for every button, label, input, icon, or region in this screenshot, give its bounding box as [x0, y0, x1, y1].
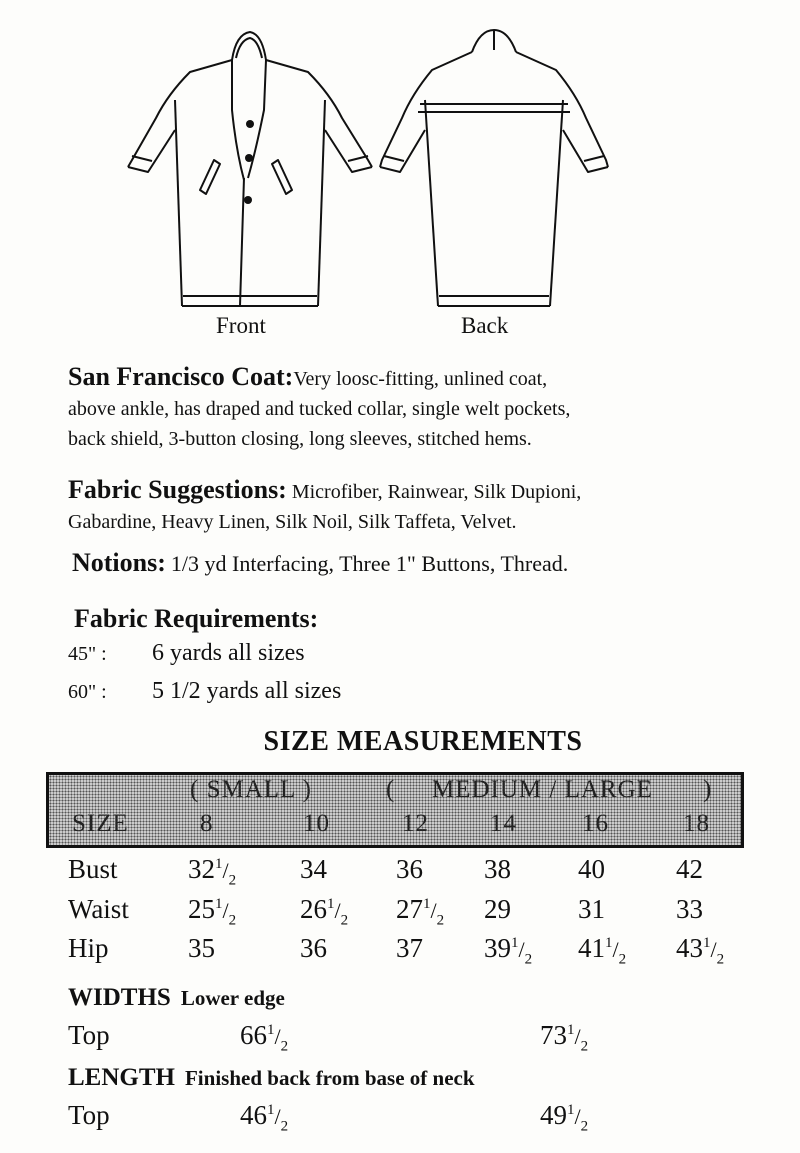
front-label: Front [216, 313, 266, 338]
length-heading-row [68, 1064, 475, 1092]
fraction-denominator: 2 [436, 912, 445, 929]
group-medium-large-label: MEDIUM / LARGE [432, 776, 653, 803]
fraction-slash: / [222, 898, 229, 923]
fraction-numerator: 1 [605, 935, 613, 951]
fraction-denominator: 2 [716, 951, 725, 968]
measurement-value [396, 933, 423, 964]
fraction-numerator: 1 [267, 1022, 275, 1038]
fraction-slash: / [222, 858, 229, 883]
measurement-label: Waist [68, 894, 129, 924]
measurement-value [578, 933, 626, 968]
size-number: 14 [490, 810, 517, 837]
fraction-numerator: 1 [567, 1102, 575, 1118]
value-whole: 36 [300, 933, 327, 963]
fraction-slash: / [710, 937, 717, 962]
value-whole: 33 [676, 894, 703, 924]
fraction-slash: / [334, 898, 341, 923]
group-medium-close: ) [703, 776, 713, 803]
size-number: 10 [303, 810, 330, 837]
size-number: 18 [683, 810, 710, 837]
size-number: 8 [200, 810, 214, 837]
fabric-suggestions [68, 475, 768, 537]
fabric-requirement-row [68, 640, 305, 667]
fraction-numerator: 1 [703, 935, 711, 951]
measurement-value [300, 933, 327, 964]
notions [72, 548, 772, 580]
fraction-numerator: 1 [215, 856, 223, 872]
value-whole: 40 [578, 854, 605, 884]
fraction-numerator: 1 [423, 896, 431, 912]
value-whole: 49 [540, 1100, 567, 1130]
description-line-1: Very loosc-fitting, unlined coat, [293, 368, 548, 390]
size-label: SIZE [72, 810, 129, 837]
measurement-value [676, 894, 703, 925]
fraction-denominator: 2 [280, 1118, 289, 1135]
measurement-label: Bust [68, 854, 118, 884]
value-whole: 39 [484, 933, 511, 963]
fabric-suggestions-line-2: Gabardine, Heavy Linen, Silk Noil, Silk Taffeta, Velvet. [68, 511, 517, 533]
fabric-width: 45" : [68, 643, 107, 665]
value-whole: 41 [578, 933, 605, 963]
fabric-width: 60" : [68, 681, 107, 703]
measurement-value [188, 854, 236, 889]
value-whole: 37 [396, 933, 423, 963]
value-whole: 25 [188, 894, 215, 924]
notions-heading: Notions: [72, 548, 166, 577]
coat-description [68, 362, 768, 454]
value-whole: 34 [300, 854, 327, 884]
widths-heading-row [68, 984, 285, 1012]
fraction-denominator: 2 [524, 951, 533, 968]
fraction-slash: / [518, 937, 525, 962]
group-small-label: ( SMALL ) [190, 776, 312, 803]
fraction-slash: / [274, 1104, 281, 1129]
value-whole: 32 [188, 854, 215, 884]
group-medium-open: ( [386, 776, 396, 803]
coat-illustrations [0, 0, 800, 350]
measurement-value [188, 894, 236, 929]
measurement-value [578, 894, 605, 925]
fraction-denominator: 2 [580, 1038, 589, 1055]
measurement-value [188, 933, 215, 964]
measurement-value [396, 854, 423, 885]
length-value [240, 1100, 288, 1135]
fraction-denominator: 2 [228, 912, 237, 929]
measurement-value [300, 894, 348, 929]
fraction-numerator: 1 [215, 896, 223, 912]
measurement-label: Hip [68, 933, 109, 963]
fraction-denominator: 2 [340, 912, 349, 929]
fraction-slash: / [612, 937, 619, 962]
measurement-value [676, 933, 724, 968]
value-whole: 38 [484, 854, 511, 884]
fabric-requirements-heading: Fabric Requirements: [74, 604, 319, 633]
widths-heading: WIDTHS [68, 984, 171, 1011]
fraction-numerator: 1 [567, 1022, 575, 1038]
measurement-value [484, 933, 532, 968]
fabric-amount: 5 1/2 yards all sizes [152, 678, 342, 704]
value-whole: 66 [240, 1020, 267, 1050]
fraction-numerator: 1 [327, 896, 335, 912]
widths-sub: Lower edge [180, 986, 285, 1010]
size-number: 12 [402, 810, 429, 837]
fraction-denominator: 2 [580, 1118, 589, 1135]
fraction-slash: / [274, 1024, 281, 1049]
length-value [540, 1100, 588, 1135]
description-line-2: above ankle, has draped and tucked collar, single welt pockets, [68, 398, 571, 420]
measurement-value [300, 854, 327, 885]
width-value [240, 1020, 288, 1055]
value-whole: 26 [300, 894, 327, 924]
value-whole: 46 [240, 1100, 267, 1130]
fabric-suggestions-heading: Fabric Suggestions: [68, 475, 287, 504]
value-whole: 29 [484, 894, 511, 924]
front-view-drawing [128, 32, 372, 306]
fabric-amount: 6 yards all sizes [152, 640, 305, 666]
fabric-suggestions-line-1: Microfiber, Rainwear, Silk Dupioni, [291, 481, 582, 503]
fabric-requirement-row [68, 678, 341, 705]
value-whole: 43 [676, 933, 703, 963]
fraction-denominator: 2 [228, 872, 237, 889]
value-whole: 31 [578, 894, 605, 924]
fraction-slash: / [430, 898, 437, 923]
fraction-numerator: 1 [511, 935, 519, 951]
width-value [540, 1020, 588, 1055]
back-label: Back [461, 313, 509, 338]
value-whole: 36 [396, 854, 423, 884]
measurement-value [578, 854, 605, 885]
back-view-drawing [380, 30, 608, 306]
fraction-numerator: 1 [267, 1102, 275, 1118]
fraction-denominator: 2 [618, 951, 627, 968]
length-sub: Finished back from base of neck [184, 1066, 475, 1090]
measurement-value [484, 854, 511, 885]
fraction-denominator: 2 [280, 1038, 289, 1055]
value-whole: 73 [540, 1020, 567, 1050]
measurement-value [396, 894, 444, 929]
measurement-value [676, 854, 703, 885]
size-table-title: SIZE MEASUREMENTS [263, 726, 583, 757]
length-heading: LENGTH [68, 1064, 175, 1091]
size-number: 16 [582, 810, 609, 837]
description-line-3: back shield, 3-button closing, long sleeves, stitched hems. [68, 428, 532, 450]
length-row-label: Top [68, 1100, 110, 1130]
value-whole: 35 [188, 933, 215, 963]
widths-row-label: Top [68, 1020, 110, 1050]
measurement-value [484, 894, 511, 925]
fraction-slash: / [574, 1024, 581, 1049]
value-whole: 27 [396, 894, 423, 924]
value-whole: 42 [676, 854, 703, 884]
fraction-slash: / [574, 1104, 581, 1129]
pattern-name: San Francisco Coat: [68, 362, 294, 391]
notions-text: 1/3 yd Interfacing, Three 1" Buttons, Thread. [170, 551, 569, 576]
